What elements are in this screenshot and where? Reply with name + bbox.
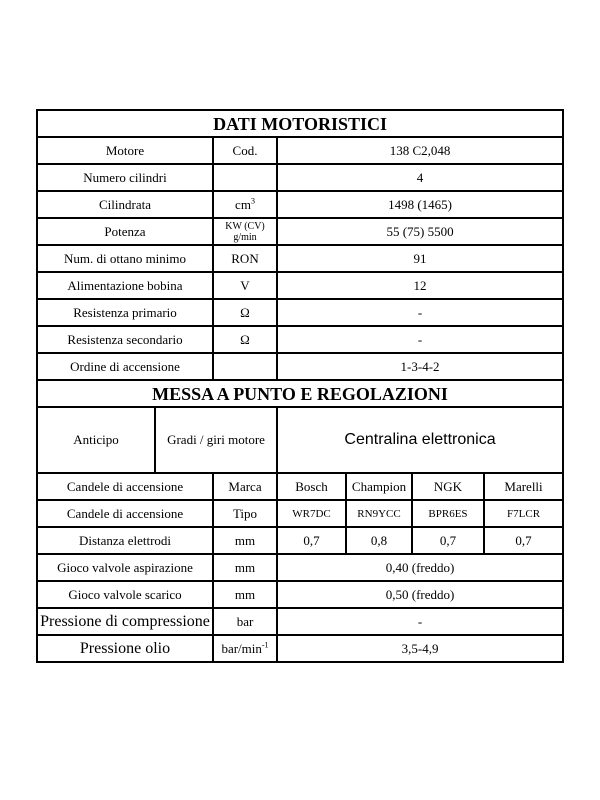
unit-exponent: 3 [250, 196, 255, 206]
row-unit [213, 164, 277, 191]
row-label: Resistenza secondario [37, 326, 213, 353]
table-row [37, 218, 563, 245]
row-unit: V [213, 272, 277, 299]
row-label: Numero cilindri [37, 164, 213, 191]
table-row [37, 527, 563, 554]
row-unit: Ω [213, 326, 277, 353]
row-label: Cilindrata [37, 191, 213, 218]
table-row [37, 326, 563, 353]
row-label: Anticipo [37, 407, 155, 473]
brand-cell: Marelli [484, 473, 563, 500]
table-row [37, 353, 563, 380]
table-row [37, 608, 563, 635]
row-unit [213, 635, 277, 662]
row-label: Candele di accensione [37, 500, 213, 527]
table-row [37, 407, 563, 473]
row-label: Pressione di compressione [37, 608, 213, 635]
row-value: 55 (75) 5500 [277, 218, 563, 245]
row-value: 91 [277, 245, 563, 272]
unit-base: bar/min [221, 640, 262, 656]
gap-cell: 0,8 [346, 527, 412, 554]
row-label: Pressione olio [37, 635, 213, 662]
row-label: Potenza [37, 218, 213, 245]
table-row [37, 500, 563, 527]
table-row [37, 137, 563, 164]
unit-base: cm [235, 196, 251, 212]
table-row [37, 245, 563, 272]
row-label: Num. di ottano minimo [37, 245, 213, 272]
brand-cell: NGK [412, 473, 484, 500]
gap-cell: 0,7 [484, 527, 563, 554]
row-label: Alimentazione bobina [37, 272, 213, 299]
row-unit: Tipo [213, 500, 277, 527]
row-unit [213, 353, 277, 380]
row-value: 4 [277, 164, 563, 191]
unit-line-2: g/min [233, 231, 257, 243]
unit-line-1: KW (CV) [225, 220, 265, 232]
row-label: Ordine di accensione [37, 353, 213, 380]
table-row [37, 473, 563, 500]
row-value: 3,5-4,9 [277, 635, 563, 662]
row-value: Centralina elettronica [277, 407, 563, 473]
section-title-engine-data: DATI MOTORISTICI [37, 110, 563, 137]
row-value: 0,50 (freddo) [277, 581, 563, 608]
table-row [37, 299, 563, 326]
row-unit [213, 191, 277, 218]
table-row [37, 272, 563, 299]
row-unit: mm [213, 581, 277, 608]
row-unit: Marca [213, 473, 277, 500]
row-unit: bar [213, 608, 277, 635]
row-unit: mm [213, 527, 277, 554]
row-unit: Cod. [213, 137, 277, 164]
row-label: Distanza elettrodi [37, 527, 213, 554]
table-row [37, 554, 563, 581]
row-unit [213, 218, 277, 245]
row-unit: mm [213, 554, 277, 581]
table-row [37, 164, 563, 191]
row-unit: RON [213, 245, 277, 272]
row-label: Gioco valvole aspirazione [37, 554, 213, 581]
engine-data-table [36, 109, 564, 663]
brand-cell: Bosch [277, 473, 346, 500]
gap-cell: 0,7 [412, 527, 484, 554]
type-cell: F7LCR [484, 500, 563, 527]
row-unit: Ω [213, 299, 277, 326]
brand-cell: Champion [346, 473, 412, 500]
row-value: 1498 (1465) [277, 191, 563, 218]
row-value: 0,40 (freddo) [277, 554, 563, 581]
gap-cell: 0,7 [277, 527, 346, 554]
row-value: 12 [277, 272, 563, 299]
row-label: Resistenza primario [37, 299, 213, 326]
row-label: Motore [37, 137, 213, 164]
unit-exponent: -1 [261, 640, 269, 650]
type-cell: WR7DC [277, 500, 346, 527]
type-cell: RN9YCC [346, 500, 412, 527]
row-label: Candele di accensione [37, 473, 213, 500]
type-cell: BPR6ES [412, 500, 484, 527]
table-row [37, 581, 563, 608]
section-title-tuning: MESSA A PUNTO E REGOLAZIONI [37, 380, 563, 407]
row-unit: Gradi / giri motore [155, 407, 277, 473]
row-value: 138 C2,048 [277, 137, 563, 164]
row-value: - [277, 299, 563, 326]
table-row [37, 191, 563, 218]
row-label: Gioco valvole scarico [37, 581, 213, 608]
row-value: 1-3-4-2 [277, 353, 563, 380]
table-row [37, 635, 563, 662]
row-value: - [277, 608, 563, 635]
row-value: - [277, 326, 563, 353]
